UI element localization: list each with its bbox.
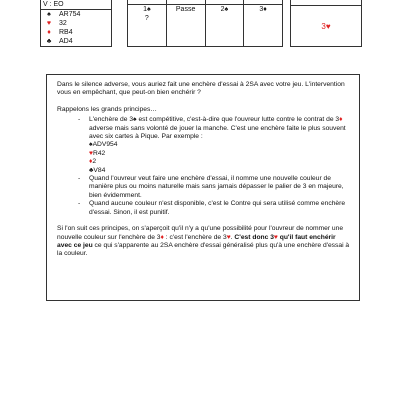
hand-row-diamonds bbox=[41, 28, 111, 37]
diamond-icon: ♦ bbox=[89, 158, 93, 166]
answer-bid: 3♥ bbox=[321, 22, 331, 31]
example-cards: R42 bbox=[92, 149, 106, 157]
heart-icon: ♥ bbox=[89, 149, 93, 157]
example-row bbox=[89, 158, 351, 166]
principle-text: adverse mais sans volonté de jouer la manche. C'est une enchère faite le plus souvent avec six cartes à Pique. Par exemple : bbox=[89, 124, 346, 141]
hand-row-spades bbox=[41, 10, 111, 19]
bidding-column bbox=[206, 0, 245, 46]
example-row bbox=[89, 141, 351, 149]
hand-cards: 32 bbox=[59, 20, 67, 27]
principle-text: L'enchère de 3 bbox=[89, 116, 134, 124]
example-cards: V84 bbox=[93, 166, 106, 174]
diamond-icon: ♦ bbox=[47, 29, 51, 36]
bidding-column bbox=[244, 0, 282, 46]
bid-cell: ? bbox=[144, 15, 149, 22]
club-icon: ♣ bbox=[46, 38, 52, 45]
bid-cell: Passe bbox=[175, 6, 196, 13]
example-hand bbox=[89, 141, 351, 175]
example-row bbox=[89, 150, 351, 158]
heart-icon: ♥ bbox=[226, 233, 231, 241]
conclusion-paragraph bbox=[57, 225, 351, 259]
hand-cards: AD4 bbox=[59, 38, 73, 45]
club-icon: ♣ bbox=[89, 166, 94, 174]
diamond-icon: ♦ bbox=[160, 233, 164, 241]
hand-row-clubs bbox=[41, 37, 111, 46]
explanation-box bbox=[46, 74, 360, 301]
principle-item bbox=[79, 116, 351, 175]
principle-item: - Quand aucune couleur n'est disponible, c'est le Contre qui sera utilisé comme enchère d'essai. Sinon, il est punitif. bbox=[79, 200, 351, 217]
heart-icon: ♥ bbox=[46, 20, 52, 27]
conclusion-emphasis: C'est donc 3 bbox=[234, 233, 274, 241]
conclusion-text: : c'est l'enchère de 3 bbox=[163, 233, 227, 241]
principle-text: est compétitive, c'est-à-dire que l'ouvreur lutte contre le contrat de 3 bbox=[136, 116, 340, 124]
bid-cell: 1♠ bbox=[143, 6, 151, 13]
spade-icon: ♠ bbox=[47, 11, 51, 18]
conclusion-text: . bbox=[230, 233, 235, 241]
vulnerability-label: V : EO bbox=[41, 0, 111, 10]
bidding-column bbox=[167, 0, 206, 46]
spade-icon: ♠ bbox=[133, 116, 137, 124]
hand-cards: RB4 bbox=[59, 29, 73, 36]
example-cards: ADV954 bbox=[92, 141, 118, 149]
conclusion-text: ce qui s'apparente au 2SA enchère d'essai généralisé plus qu'à une enchère d'essai à la couleur. bbox=[57, 241, 350, 258]
spade-icon: ♠ bbox=[89, 141, 93, 149]
intro-paragraph: Dans le silence adverse, vous auriez fait une enchère d'essai à 2SA avec votre jeu. L'intervention vous en empêchant, que peut-on bien enchérir ? bbox=[57, 81, 345, 97]
conclusion-text: Si l'on suit ces principes, on s'aperçoit qu'il n'y a qu'une possibilité pour l'ouvreur de nommer une nouvelle couleur sur l'enchère de 3 bbox=[57, 225, 344, 241]
heart-icon: ♥ bbox=[273, 233, 278, 241]
hand-row-hearts bbox=[41, 19, 111, 28]
principles-title: Rappelons les grands principes… bbox=[57, 105, 157, 113]
example-row bbox=[89, 167, 351, 175]
bidding-table bbox=[127, 0, 283, 47]
hand-cards: AR754 bbox=[59, 11, 81, 18]
hand-table bbox=[40, 0, 112, 47]
principle-item: - Quand l'ouvreur veut faire une enchère d'essai, il nomme une nouvelle couleur de manière plus ou moins naturelle mais sans jamais dépasser le palier de 3 en majeure, bien évidemment. bbox=[79, 175, 351, 200]
bidding-column bbox=[128, 0, 167, 46]
example-cards: 2 bbox=[92, 158, 97, 166]
conclusion-emphasis: qu'il faut enchérir avec ce jeu bbox=[57, 233, 336, 249]
answer-box bbox=[290, 0, 362, 47]
principles-list bbox=[79, 116, 351, 217]
bid-cell: 3♦ bbox=[259, 6, 267, 13]
divider bbox=[291, 5, 361, 6]
diamond-icon: ♦ bbox=[339, 116, 343, 124]
bid-cell: 2♠ bbox=[220, 6, 229, 13]
